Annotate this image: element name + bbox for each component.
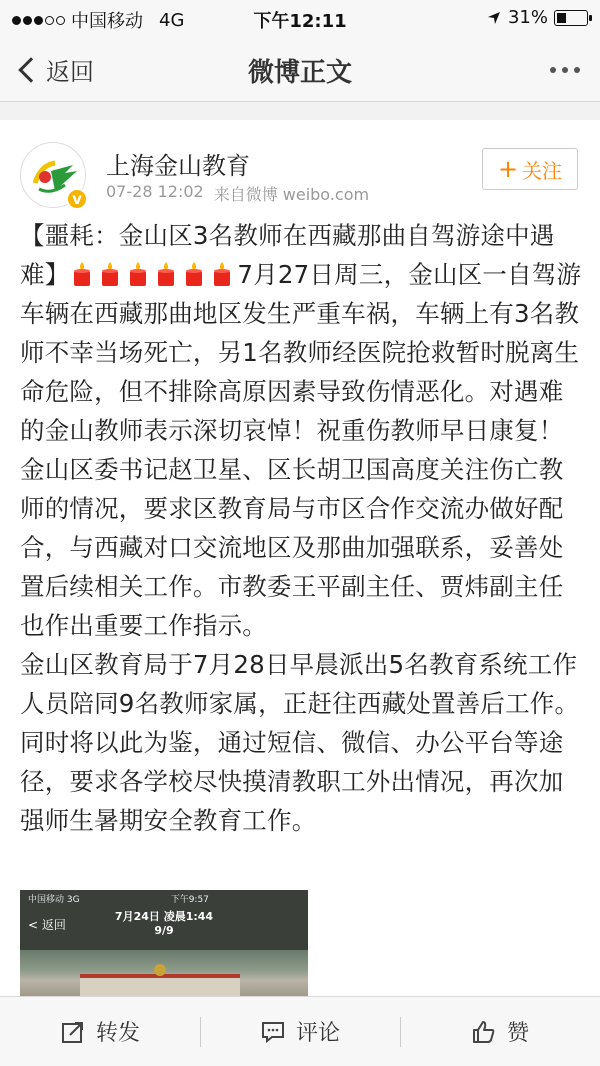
- location-arrow-icon: [486, 10, 502, 26]
- image-status-bar: [20, 890, 308, 906]
- paragraph-2: 金山区委书记赵卫星、区长胡卫国高度关注伤亡教师的情况，要求区教育局与市区合作交流办做好配合，与西藏对口交流地区及那曲加强联系，妥善处置后续相关工作。市教委王平副主任、贾炜副主任也作出重要工作指示。: [20, 455, 564, 640]
- image-carrier: 中国移动: [28, 895, 65, 905]
- comment-label: 评论: [295, 1021, 340, 1046]
- post-image[interactable]: [20, 890, 308, 1000]
- repost-label: 转发: [95, 1021, 140, 1046]
- verified-badge-icon: v: [66, 188, 88, 210]
- status-bar: [0, 0, 600, 36]
- post-source: 来自微博 weibo.com: [213, 185, 370, 204]
- battery-level: [557, 13, 566, 23]
- back-label: 返回: [46, 58, 94, 86]
- carrier-label: 中国移动: [71, 11, 143, 32]
- post-timestamp: 07-28 12:02: [106, 182, 204, 201]
- image-network: 3G: [66, 895, 80, 905]
- image-nav: [20, 906, 308, 950]
- status-time: 下午12:11: [253, 11, 347, 32]
- status-right: [486, 7, 588, 28]
- candle-icon: [97, 261, 123, 287]
- headline: 【噩耗：金山区3名教师在西藏那曲自驾游途中遇难】: [20, 221, 555, 289]
- follow-button[interactable]: [482, 148, 578, 190]
- battery-icon: [554, 10, 588, 26]
- image-count: 9/9: [154, 924, 174, 937]
- candle-icon: [125, 261, 151, 287]
- image-back-label: < 返回: [28, 918, 66, 932]
- like-label: 赞: [506, 1021, 529, 1046]
- battery-percent: 31%: [507, 7, 548, 28]
- page-title: 微博正文: [247, 58, 352, 88]
- repost-button[interactable]: [0, 997, 200, 1066]
- candle-icon: [209, 261, 235, 287]
- network-label: 4G: [159, 9, 185, 31]
- image-back-text: 返回: [41, 918, 66, 932]
- repost-icon: [60, 1019, 86, 1045]
- follow-label: 关注: [522, 158, 563, 183]
- candle-icon: [153, 261, 179, 287]
- comment-icon: [260, 1019, 286, 1045]
- paragraph-3: 金山区教育局于7月28日早晨派出5名教育系统工作人员陪同9名教师家属，正赶往西藏处置善后工作。同时将以此为鉴，通过短信、微信、办公平台等途径，要求各学校尽快摸清教职工外出情况，再次加强师生暑期安全教育工作。: [20, 650, 580, 835]
- image-date: 7月24日 凌晨1:44: [114, 910, 214, 923]
- post-meta: [106, 182, 369, 205]
- candle-icon: [181, 261, 207, 287]
- candle-emojis: [69, 260, 237, 289]
- more-icon[interactable]: [550, 67, 580, 73]
- image-emblem: [154, 964, 166, 976]
- nav-bar: [0, 36, 600, 102]
- post-card: [0, 120, 600, 1000]
- candle-icon: [69, 261, 95, 287]
- post-text: [20, 216, 585, 840]
- comment-button[interactable]: [200, 997, 400, 1066]
- paragraph-1-text: 7月27日周三，金山区一自驾游车辆在西藏那曲地区发生严重车祸，车辆上有3名教师不幸当场死亡，另1名教师经医院抢救暂时脱离生命危险，但不排除高原因素导致伤情恶化。对遇难的金山教师表示深切哀悼！祝重伤教师早日康复！: [20, 260, 582, 445]
- image-time: 下午9:57: [170, 895, 209, 905]
- thumbs-up-icon: [471, 1019, 497, 1045]
- like-button[interactable]: [400, 997, 600, 1066]
- action-bar: [0, 996, 600, 1066]
- paragraph-1: [20, 216, 585, 450]
- author-name[interactable]: 上海金山教育: [106, 152, 250, 180]
- plus-icon: +: [497, 155, 519, 183]
